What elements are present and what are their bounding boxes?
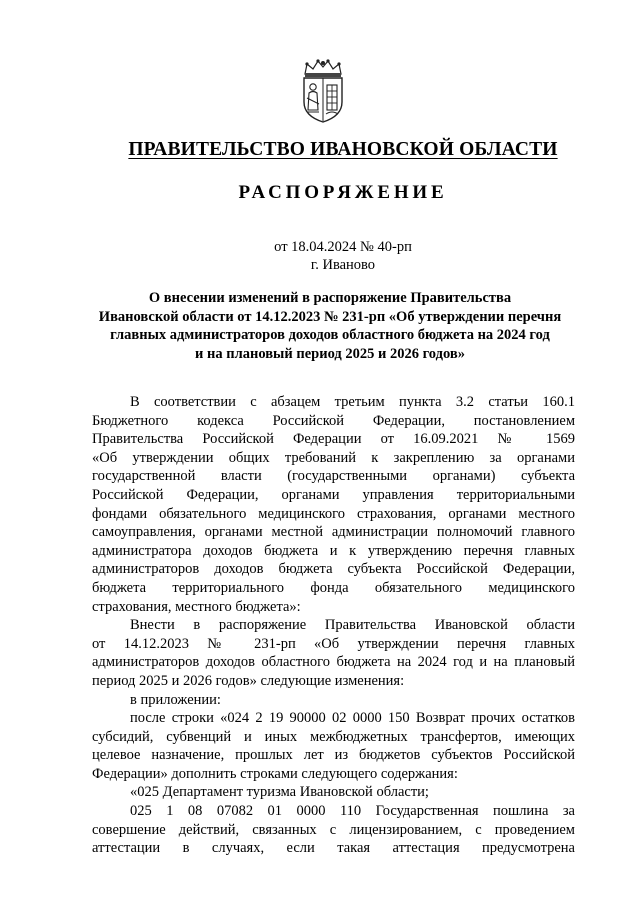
body-line: 025 1 08 07082 01 0000 110 Государственная пошлина за: [130, 803, 575, 820]
subject-line: О внесении изменений в распоряжение Правительства: [148, 290, 512, 306]
body-line: Бюджетного кодекса Российской Федерации, постановлением: [92, 412, 575, 429]
body-line: бюджета территориального фонда обязательного медицинского: [92, 579, 575, 596]
ivanovo-coat-of-arms-icon: [298, 58, 348, 124]
body-line: администратора доходов бюджета и к утверждению перечня главных: [92, 542, 575, 559]
body-line: фондами обязательного медицинского страхования, органами местного: [92, 505, 575, 522]
subject-line: Ивановской области от 14.12.2023 № 231-рп «Об утверждении перечня: [98, 308, 562, 325]
body-line: Правительства Российской Федерации от 16.09.2021 № 1569: [92, 431, 575, 448]
body-line: «025 Департамент туризма Ивановской области;: [130, 784, 429, 801]
body-line: администраторов доходов областного бюджета на 2024 год и на плановый: [92, 654, 575, 671]
government-title: ПРАВИТЕЛЬСТВО ИВАНОВСКОЙ ОБЛАСТИ: [128, 139, 558, 160]
body-line: целевое назначение, прошлых лет из бюджетов субъектов Российской: [92, 747, 575, 764]
subject-line: главных администраторов доходов областного бюджета на 2024 год: [110, 327, 550, 344]
body-line: после строки «024 2 19 90000 02 0000 150 Возврат прочих остатков: [130, 710, 575, 727]
body-line: администраторов доходов бюджета субъекта Российской Федерации,: [92, 561, 575, 578]
body-line: в приложении:: [130, 691, 221, 708]
body-line: страхования, местного бюджета»:: [92, 598, 301, 615]
document-body: [92, 393, 575, 858]
body-line: аттестации в случаях, если такая аттестация предусмотрена: [92, 840, 575, 857]
body-line: В соответствии с абзацем третьим пункта 3.2 статьи 160.1: [130, 394, 575, 410]
document-subject: [80, 289, 580, 363]
body-line: самоуправления, органами местной администрации полномочий главного: [92, 524, 575, 541]
body-line: Российской Федерации, органами управления территориальными: [92, 486, 575, 503]
body-line: от 14.12.2023 № 231-рп «Об утверждении перечня главных: [92, 635, 575, 652]
body-line: Внести в распоряжение Правительства Ивановской области: [130, 617, 575, 634]
body-line: субсидий, субвенций и иных межбюджетных трансфертов, имеющих: [92, 728, 575, 745]
subject-line: и на плановый период 2025 и 2026 годов»: [195, 345, 465, 362]
document-city: г. Иваново: [310, 257, 376, 273]
document-date-number: от 18.04.2024 № 40-рп: [274, 239, 412, 255]
body-line: Федерации» дополнить строками следующего содержания:: [92, 765, 458, 782]
body-line: период 2025 и 2026 годов» следующие изменения:: [92, 672, 405, 689]
document-type-heading: РАСПОРЯЖЕНИЕ: [238, 182, 448, 203]
body-line: «Об утверждении общих требований к закреплению за органами: [92, 449, 575, 466]
body-line: совершение действий, связанных с лицензированием, с проведением: [92, 821, 575, 838]
body-line: государственной власти (государственными органами) субъекта: [92, 468, 575, 485]
